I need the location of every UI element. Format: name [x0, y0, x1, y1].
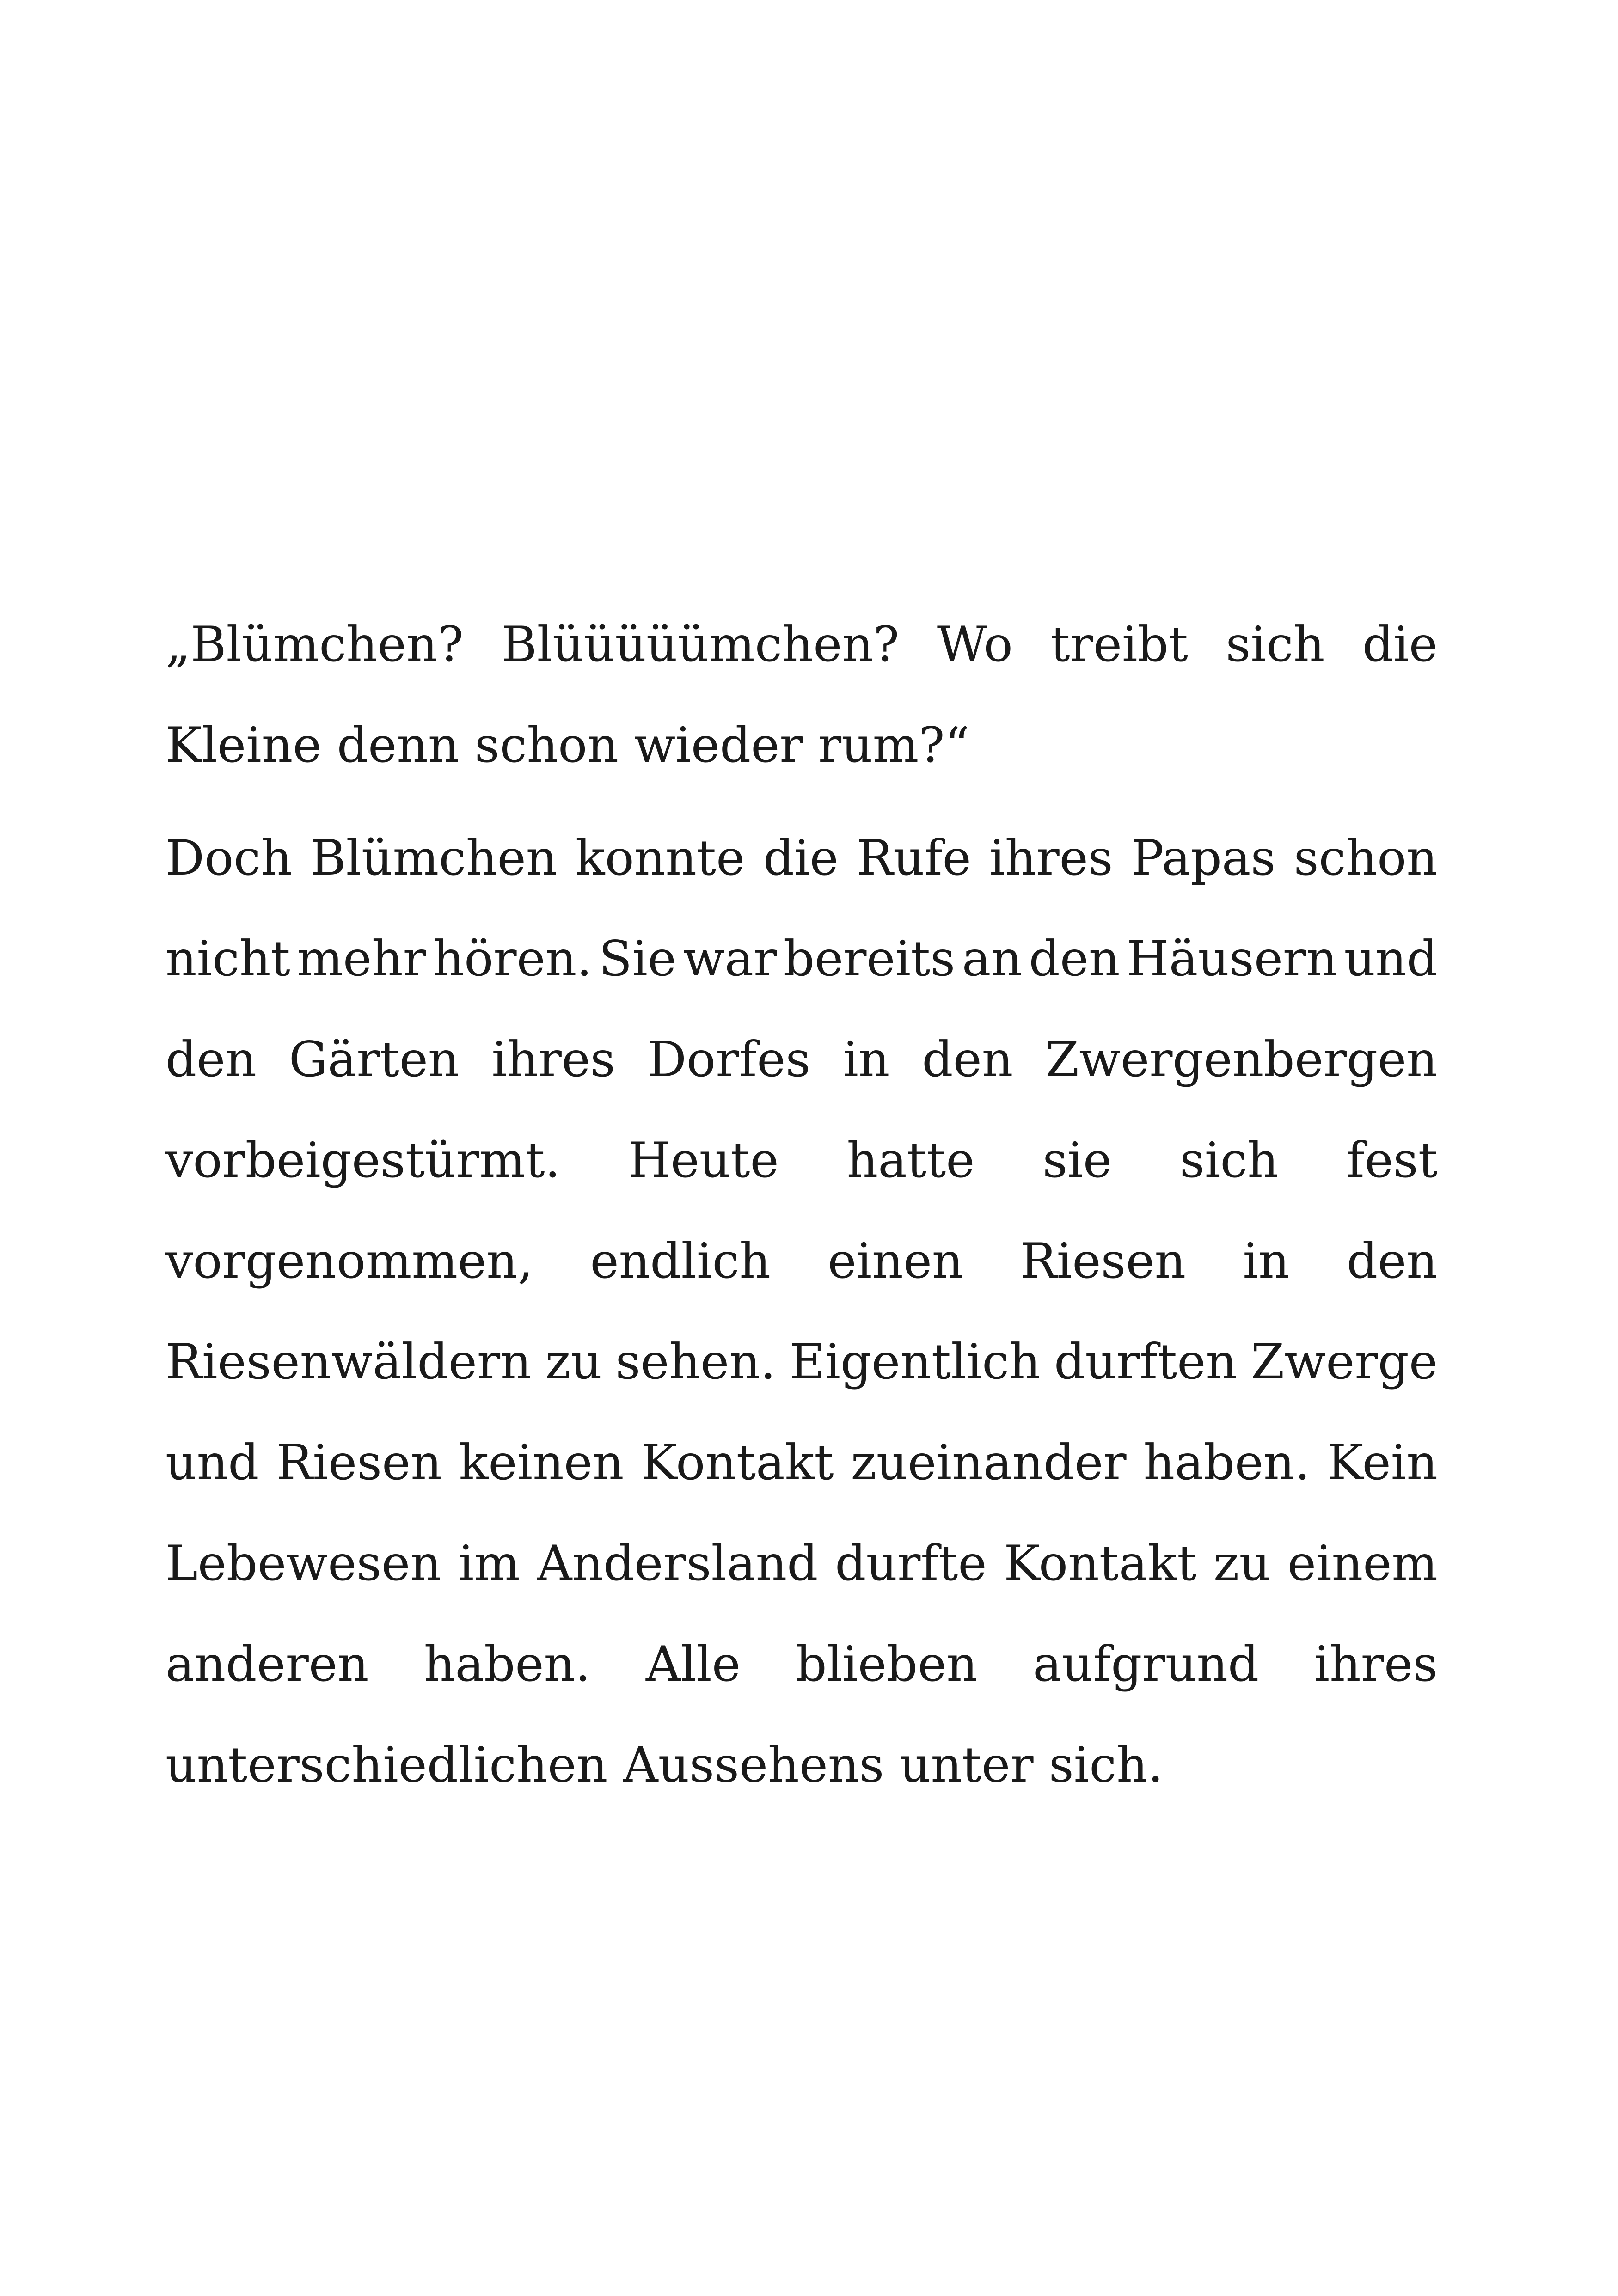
- text-line: Lebewesen im Andersland durfte Kontakt zu einem: [165, 1535, 1438, 1592]
- text-line: unterschiedlichen Aussehens unter sich.: [165, 1737, 1164, 1793]
- text-line: „Blümchen? Blüüüüümchen? Wo treibt sich die: [165, 616, 1438, 673]
- text-line: und Riesen keinen Kontakt zueinander haben. Kein: [165, 1434, 1438, 1491]
- text-line: vorbeigestürmt. Heute hatte sie sich fest: [165, 1132, 1438, 1188]
- text-line: Kleine denn schon wieder rum?“: [165, 717, 970, 773]
- paragraph-gap: [165, 819, 1438, 831]
- paragraph: [165, 617, 1438, 819]
- body-text: [165, 617, 1438, 1838]
- text-line: nicht mehr hören. Sie war bereits an den Häusern und: [165, 931, 1438, 987]
- text-line: anderen haben. Alle blieben aufgrund ihres: [165, 1636, 1438, 1692]
- paragraph: [165, 831, 1438, 1838]
- text-line: den Gärten ihres Dorfes in den Zwergenbergen: [165, 1031, 1438, 1088]
- text-line: Riesenwäldern zu sehen. Eigentlich durften Zwerge: [165, 1334, 1438, 1390]
- text-line: Doch Blümchen konnte die Rufe ihres Papas schon: [165, 830, 1438, 886]
- text-line: vorgenommen, endlich einen Riesen in den: [165, 1233, 1438, 1289]
